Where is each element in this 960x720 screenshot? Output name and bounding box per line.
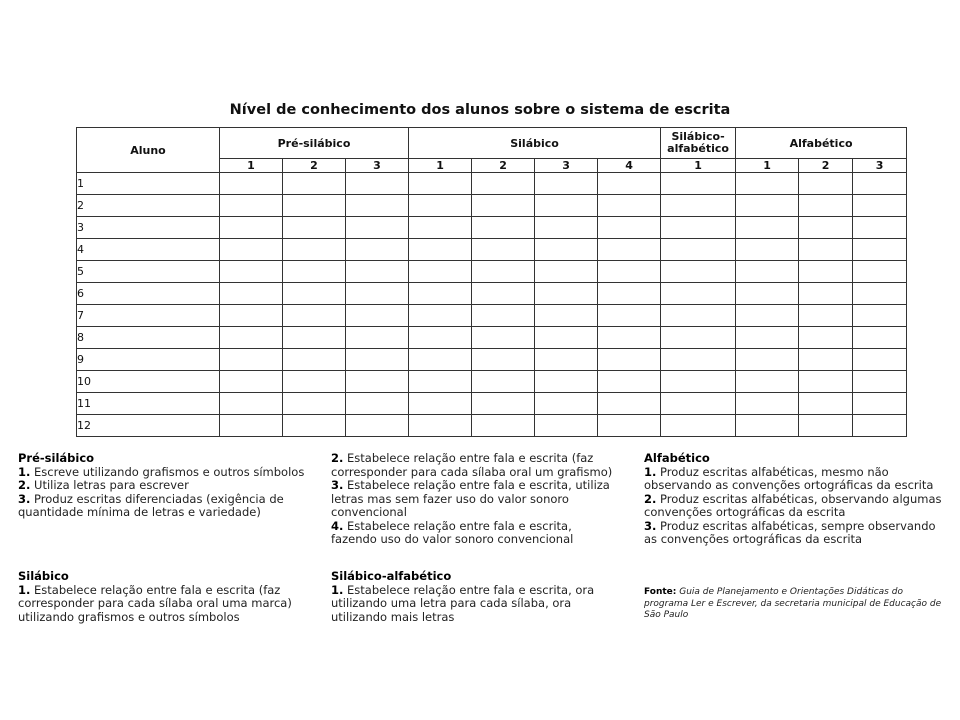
table-cell[interactable] [661, 283, 736, 305]
table-cell[interactable] [220, 217, 283, 239]
table-cell[interactable] [283, 393, 346, 415]
sub-header: 2 [472, 159, 535, 173]
table-cell[interactable] [598, 239, 661, 261]
sub-header: 3 [535, 159, 598, 173]
row-number: 12 [77, 415, 220, 437]
table-cell[interactable] [853, 283, 907, 305]
table-cell[interactable] [598, 217, 661, 239]
table-cell[interactable] [598, 415, 661, 437]
table-cell[interactable] [346, 195, 409, 217]
table-cell[interactable] [220, 327, 283, 349]
sub-header: 3 [853, 159, 907, 173]
table-cell[interactable] [220, 393, 283, 415]
table-header-row [77, 128, 907, 159]
table-cell[interactable] [472, 349, 535, 371]
table-row [77, 393, 907, 415]
assessment-table [76, 127, 907, 437]
table-cell[interactable] [661, 261, 736, 283]
table-cell[interactable] [472, 195, 535, 217]
table-cell[interactable] [853, 415, 907, 437]
table-row [77, 195, 907, 217]
aluno-header: Aluno [77, 128, 220, 173]
legend-pre-silabico [18, 452, 308, 520]
table-cell[interactable] [598, 305, 661, 327]
table-cell[interactable] [661, 393, 736, 415]
table-cell[interactable] [472, 327, 535, 349]
table-cell[interactable] [661, 217, 736, 239]
sub-header: 2 [283, 159, 346, 173]
table-cell[interactable] [220, 239, 283, 261]
row-number: 2 [77, 195, 220, 217]
table-body [77, 173, 907, 437]
table-cell[interactable] [799, 283, 853, 305]
table-cell[interactable] [535, 261, 598, 283]
table-cell[interactable] [220, 349, 283, 371]
table-cell[interactable] [736, 261, 799, 283]
sub-header: 4 [598, 159, 661, 173]
table-row [77, 283, 907, 305]
table-cell[interactable] [472, 305, 535, 327]
table-cell[interactable] [535, 349, 598, 371]
table-cell[interactable] [283, 261, 346, 283]
table-cell[interactable] [598, 371, 661, 393]
table-cell[interactable] [283, 415, 346, 437]
table-cell[interactable] [472, 173, 535, 195]
table-cell[interactable] [736, 173, 799, 195]
table-cell[interactable] [853, 217, 907, 239]
table-row [77, 217, 907, 239]
table-cell[interactable] [472, 261, 535, 283]
legend-heading: Silábico [18, 569, 69, 583]
table-cell[interactable] [409, 415, 472, 437]
table-cell[interactable] [409, 349, 472, 371]
table-cell[interactable] [283, 195, 346, 217]
table-cell[interactable] [799, 239, 853, 261]
legend-heading: Alfabético [644, 451, 710, 465]
table-cell[interactable] [661, 305, 736, 327]
table-row [77, 415, 907, 437]
row-number: 3 [77, 217, 220, 239]
table-cell[interactable] [346, 415, 409, 437]
legend-item: 3. Estabelece relação entre fala e escrita, utiliza letras mas sem fazer uso do valor sonoro convencional [331, 478, 610, 519]
table-cell[interactable] [799, 195, 853, 217]
sub-header: 1 [220, 159, 283, 173]
table-cell[interactable] [472, 239, 535, 261]
table-cell[interactable] [535, 217, 598, 239]
table-cell[interactable] [409, 305, 472, 327]
table-row [77, 239, 907, 261]
table-cell[interactable] [661, 327, 736, 349]
group-header-pre-silabico: Pré-silábico [220, 128, 409, 159]
table-cell[interactable] [736, 327, 799, 349]
table-cell[interactable] [346, 283, 409, 305]
table-cell[interactable] [472, 371, 535, 393]
table-cell[interactable] [736, 415, 799, 437]
legend-item: 4. Estabelece relação entre fala e escrita, fazendo uso do valor sonoro convencional [331, 518, 574, 546]
table-cell[interactable] [409, 173, 472, 195]
row-number: 9 [77, 349, 220, 371]
table-row [77, 371, 907, 393]
row-number: 1 [77, 173, 220, 195]
row-number: 8 [77, 327, 220, 349]
table-cell[interactable] [853, 261, 907, 283]
legend-silabico-alfabetico [331, 570, 621, 624]
table-cell[interactable] [535, 173, 598, 195]
table-cell[interactable] [799, 217, 853, 239]
sub-header: 1 [736, 159, 799, 173]
table-cell[interactable] [409, 195, 472, 217]
table-cell[interactable] [535, 415, 598, 437]
table-cell[interactable] [535, 283, 598, 305]
table-cell[interactable] [409, 393, 472, 415]
table-cell[interactable] [736, 305, 799, 327]
table-cell[interactable] [736, 239, 799, 261]
table-cell[interactable] [220, 415, 283, 437]
table-cell[interactable] [598, 393, 661, 415]
table-cell[interactable] [736, 371, 799, 393]
table-cell[interactable] [799, 173, 853, 195]
table-cell[interactable] [346, 217, 409, 239]
table-cell[interactable] [346, 393, 409, 415]
table-cell[interactable] [799, 349, 853, 371]
table-cell[interactable] [853, 327, 907, 349]
table-cell[interactable] [409, 371, 472, 393]
legend-item: 1. Estabelece relação entre fala e escrita, ora utilizando uma letra para cada sílaba, ora utilizando mais letras [331, 582, 595, 624]
group-header-silabico: Silábico [409, 128, 661, 159]
row-number: 4 [77, 239, 220, 261]
row-number: 6 [77, 283, 220, 305]
table-cell[interactable] [736, 217, 799, 239]
table-cell[interactable] [283, 305, 346, 327]
sub-header: 1 [409, 159, 472, 173]
table-cell[interactable] [535, 327, 598, 349]
table-cell[interactable] [346, 239, 409, 261]
table-cell[interactable] [283, 349, 346, 371]
table-cell[interactable] [409, 239, 472, 261]
table-cell[interactable] [799, 305, 853, 327]
row-number: 10 [77, 371, 220, 393]
legend-item: 3. Produz escritas diferenciadas (exigência de quantidade mínima de letras e variedade) [18, 491, 284, 519]
table-cell[interactable] [661, 173, 736, 195]
page-title: Nível de conhecimento dos alunos sobre o sistema de escrita [229, 102, 731, 118]
table-cell[interactable] [799, 393, 853, 415]
table-cell[interactable] [472, 217, 535, 239]
table-cell[interactable] [220, 195, 283, 217]
table-cell[interactable] [853, 173, 907, 195]
table-cell[interactable] [661, 349, 736, 371]
legend-item: 3. Produz escritas alfabéticas, sempre observando as convenções ortográficas da escrita [644, 518, 936, 546]
table-row [77, 349, 907, 371]
table-cell[interactable] [799, 415, 853, 437]
row-number: 5 [77, 261, 220, 283]
table-row [77, 305, 907, 327]
legend-item: 1. Produz escritas alfabéticas, mesmo não observando as convenções ortográficas da escrita [644, 464, 934, 492]
source-label: Fonte: [644, 587, 677, 597]
table-cell[interactable] [661, 415, 736, 437]
table-cell[interactable] [220, 305, 283, 327]
table-cell[interactable] [853, 371, 907, 393]
table-cell[interactable] [598, 283, 661, 305]
table-cell[interactable] [346, 371, 409, 393]
table-row [77, 173, 907, 195]
source-note [644, 587, 944, 622]
table-cell[interactable] [853, 393, 907, 415]
table-cell[interactable] [736, 195, 799, 217]
table-cell[interactable] [853, 239, 907, 261]
table-cell[interactable] [598, 195, 661, 217]
legend-item: 2. Estabelece relação entre fala e escrita (faz corresponder para cada sílaba oral um grafismo) [331, 451, 613, 479]
table-cell[interactable] [598, 349, 661, 371]
table-cell[interactable] [346, 327, 409, 349]
table-cell[interactable] [283, 173, 346, 195]
table-cell[interactable] [283, 371, 346, 393]
table-cell[interactable] [409, 217, 472, 239]
table-cell[interactable] [472, 415, 535, 437]
table-cell[interactable] [409, 283, 472, 305]
table-cell[interactable] [346, 261, 409, 283]
table-cell[interactable] [535, 239, 598, 261]
table-cell[interactable] [346, 305, 409, 327]
legend-item: 2. Produz escritas alfabéticas, observando algumas convenções ortográficas da escrita [644, 491, 942, 519]
row-number: 11 [77, 393, 220, 415]
table-cell[interactable] [853, 349, 907, 371]
table-cell[interactable] [598, 173, 661, 195]
table-cell[interactable] [661, 195, 736, 217]
table-cell[interactable] [736, 283, 799, 305]
table-cell[interactable] [535, 371, 598, 393]
table-cell[interactable] [799, 371, 853, 393]
table-cell[interactable] [598, 261, 661, 283]
table-cell[interactable] [535, 305, 598, 327]
table-cell[interactable] [535, 393, 598, 415]
table-cell[interactable] [283, 283, 346, 305]
table-cell[interactable] [535, 195, 598, 217]
table-cell[interactable] [283, 327, 346, 349]
table-cell[interactable] [853, 195, 907, 217]
row-number: 7 [77, 305, 220, 327]
table-cell[interactable] [853, 305, 907, 327]
table-cell[interactable] [409, 261, 472, 283]
table-cell[interactable] [409, 327, 472, 349]
legend-heading: Silábico-alfabético [331, 569, 452, 583]
table-cell[interactable] [661, 371, 736, 393]
table-cell[interactable] [220, 371, 283, 393]
table-cell[interactable] [736, 349, 799, 371]
table-cell[interactable] [598, 327, 661, 349]
table-cell[interactable] [472, 393, 535, 415]
group-header-alfabetico: Alfabético [736, 128, 907, 159]
sub-header: 3 [346, 159, 409, 173]
table-cell[interactable] [220, 261, 283, 283]
legend-silabico-continued [331, 452, 621, 547]
table-cell[interactable] [283, 217, 346, 239]
table-cell[interactable] [283, 239, 346, 261]
table-cell[interactable] [661, 239, 736, 261]
legend-alfabetico [644, 452, 944, 547]
legend-item: 1. Estabelece relação entre fala e escrita (faz corresponder para cada sílaba oral uma marca) utilizando grafismos e outros símbolos [18, 582, 292, 624]
table-row [77, 261, 907, 283]
legend-heading: Pré-silábico [18, 451, 95, 465]
sub-header: 1 [661, 159, 736, 173]
table-cell[interactable] [346, 349, 409, 371]
source-text: Guia de Planejamento e Orientações Didáticas do programa Ler e Escrever, da secretaria municipal de Educação de São Paulo [644, 587, 942, 620]
table-cell[interactable] [799, 261, 853, 283]
table-cell[interactable] [472, 283, 535, 305]
table-cell[interactable] [736, 393, 799, 415]
legend-item: 2. Utiliza letras para escrever [18, 478, 189, 492]
legend-item: 1. Escreve utilizando grafismos e outros símbolos [18, 464, 305, 479]
table-cell[interactable] [220, 283, 283, 305]
table-cell[interactable] [346, 173, 409, 195]
table-cell[interactable] [799, 327, 853, 349]
legend-silabico [18, 570, 313, 624]
table-cell[interactable] [220, 173, 283, 195]
table-row [77, 327, 907, 349]
group-header-silabico-alfabetico: Silábico- alfabético [661, 128, 736, 159]
sub-header: 2 [799, 159, 853, 173]
